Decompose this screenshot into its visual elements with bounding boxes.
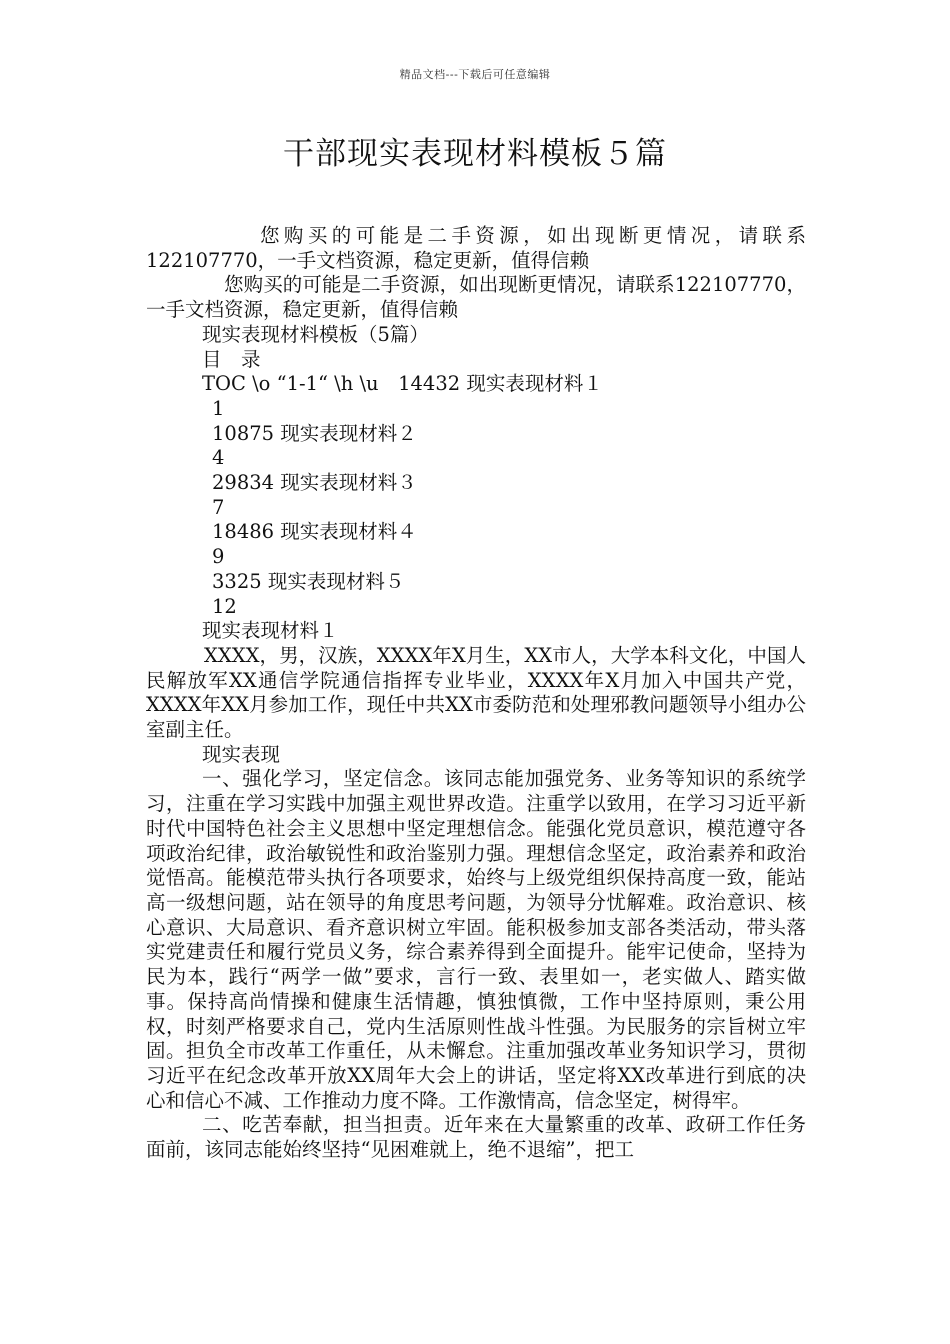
body-paragraph: 二、吃苦奉献，担当担责。近年来在大量繁重的改革、政研工作任务面前，该同志能始终坚持“见困难就上，绝不退缩”，把工 xyxy=(146,1113,806,1162)
notice-paragraph: 您购买的可能是二手资源，如出现断更情况，请联系122107770，一手文档资源，稳定更新，值得信赖 xyxy=(146,224,806,272)
toc-line[interactable]: 9 xyxy=(212,545,225,569)
subtitle: 现实表现材料模板（5篇） xyxy=(202,322,429,346)
section-heading: 现实表现材料１ xyxy=(202,619,339,643)
header-note: 精品文档---下载后可任意编辑 xyxy=(399,68,551,81)
toc-line[interactable]: 7 xyxy=(212,495,225,519)
toc-line[interactable]: 29834 现实表现材料３ xyxy=(212,471,417,495)
toc-line[interactable]: 10875 现实表现材料２ xyxy=(212,421,417,445)
toc-heading: 目 录 xyxy=(202,347,261,371)
document-body xyxy=(146,224,806,1163)
body-paragraph: 一、强化学习，坚定信念。该同志能加强党务、业务等知识的系统学习，注重在学习实践中加强主观世界改造。注重学以致用，在学习习近平新时代中国特色社会主义思想中坚定理想信念。能强化党员意识，模范遵守各项政治纪律，政治敏锐性和政治鉴别力强。理想信念坚定，政治素养和政治觉悟高。能模范带头执行各项要求，始终与上级党组织保持高度一致，能站高一级想问题，站在领导的角度思考问题，为领导分忧解难。政治意识、核心意识、大局意识、看齐意识树立牢固。能积极参加支部各类活动，带头落实党建责任和履行党员义务，综合素养得到全面提升。能牢记使命，坚持为民为本，践行“两学一做”要求，言行一致、表里如一，老实做人、踏实做事。保持高尚情操和健康生活情趣，慎独慎微，工作中坚持原则，秉公用权，时刻严格要求自己，党内生活原则性战斗性强。为民服务的宗旨树立牢固。担负全市改革工作重任，从未懈怠。注重加强改革业务知识学习，贯彻习近平在纪念改革开放XX周年大会上的讲话，坚定将XX改革进行到底的决心和信心不减、工作推动力度不降。工作激情高，信念坚定，树得牢。 xyxy=(146,767,806,1112)
notice-paragraph: 您购买的可能是二手资源，如出现断更情况，请联系122107770，一手文档资源，稳定更新，值得信赖 xyxy=(146,273,806,322)
intro-paragraph: XXXX，男，汉族，XXXX年X月生，XX市人，大学本科文化，中国人民解放军XX通信学院通信指挥专业毕业，XXXX年X月加入中国共产党，XXXX年XX月参加工作，现任中共XX市委防范和处理邪教问题领导小组办公室副主任。 xyxy=(146,643,806,742)
performance-heading: 现实表现 xyxy=(202,742,281,766)
toc-line[interactable]: 12 xyxy=(212,594,237,618)
document-title: 干部现实表现材料模板５篇 xyxy=(283,136,667,172)
toc-line[interactable]: 1 xyxy=(212,396,225,420)
toc-line[interactable]: 4 xyxy=(212,446,225,470)
toc-line[interactable]: 3325 现实表现材料５ xyxy=(212,569,405,593)
toc-line[interactable]: 18486 现实表现材料４ xyxy=(212,520,417,544)
toc-field: TOC \o “1-1“ \h \u 14432 现实表现材料１ xyxy=(202,372,603,396)
